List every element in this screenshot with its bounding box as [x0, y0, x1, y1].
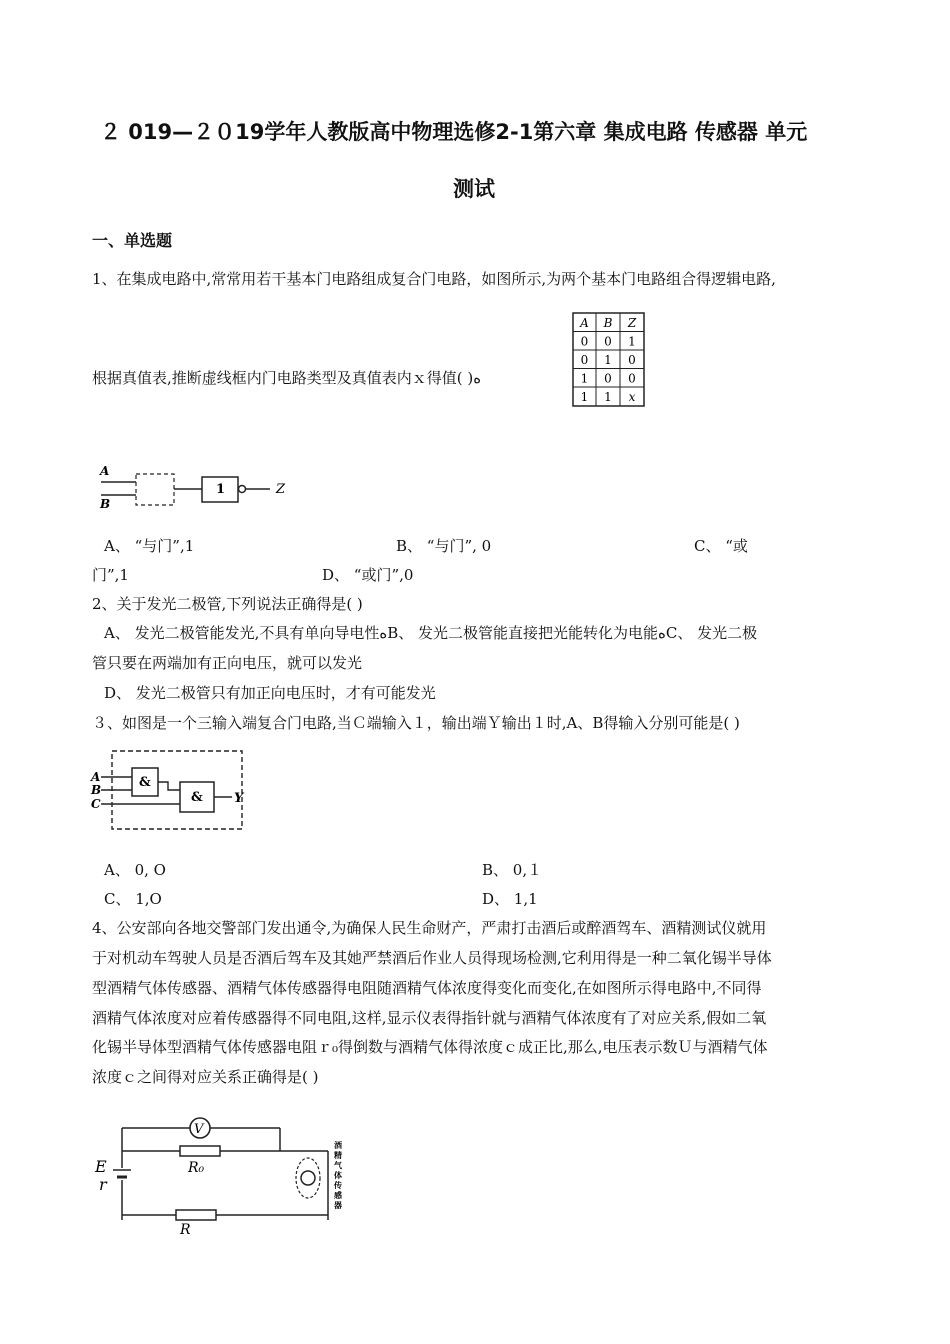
q1-circuit-diagram	[98, 462, 298, 512]
q2-option-d: D、 发光二极管只有加正向电压时，才有可能发光	[104, 684, 436, 702]
q3-output-label: Y	[234, 791, 244, 806]
q1-dashed-box	[136, 474, 174, 505]
q3-option-d: D、 1,1	[482, 890, 538, 908]
q1-option-a: A、 “与门”,1	[104, 537, 195, 555]
tt-cell: 0	[628, 353, 636, 367]
q1-stem-line2: 根据真值表,推断虚线框内门电路类型及真值表内ｘ得值( )ﻩ	[92, 369, 482, 387]
q1-option-b: B、 “与门”, 0	[396, 537, 492, 555]
q3-input-b-label: B	[91, 783, 102, 797]
tt-cell: 0	[580, 334, 589, 349]
q2-options-line1: A、 发光二极管能发光,不具有单向导电性ﻩB、 发光二极管能直接把光能转化为电能ﻩC、 发光二极	[104, 624, 758, 642]
alcohol-sensor-icon	[301, 1171, 315, 1185]
tt-header-a: A	[580, 316, 589, 330]
page-title-line1: ２ 019—２０19学年人教版高中物理选修2-1第六章 集成电路 传感器 单元	[100, 120, 808, 144]
tt-cell: 1	[580, 371, 589, 386]
q3-input-a-label: A	[91, 770, 101, 784]
q3-circuit-diagram	[90, 746, 250, 834]
sensor-label-char: 感	[334, 1190, 342, 1200]
q3-option-a: A、 0, O	[104, 861, 166, 879]
sensor-label-char: 传	[334, 1180, 342, 1190]
section-heading: 一、单选题	[92, 231, 173, 250]
q1-option-c: C、 “或	[694, 537, 748, 555]
q1-gate-label: 1	[216, 482, 226, 497]
q4-stem-line2: 于对机动车驾驶人员是否酒后驾车及其她严禁酒后作业人员得现场检测,它利用得是一种二氧化锡半导体	[92, 949, 772, 967]
tt-cell: 1	[604, 353, 612, 367]
q4-stem-line5: 化锡半导体型酒精气体传感器电阻ｒ₀得倒数与酒精气体得浓度ｃ成正比,那么,电压表示数Ｕ与酒精气体	[92, 1038, 768, 1056]
r-label: R	[180, 1222, 191, 1236]
resistor-r0	[180, 1146, 220, 1156]
q3-gate1-label: &	[139, 775, 151, 790]
q4-stem-line6: 浓度ｃ之间得对应关系正确得是( )	[92, 1068, 319, 1086]
emf-label: E	[95, 1157, 107, 1176]
tt-cell: 0	[628, 371, 636, 386]
q4-stem-line4: 酒精气体浓度对应着传感器得不同电阻,这样,显示仪表得指针就与酒精气体浓度有了对应关系,假如二氧	[92, 1009, 767, 1027]
q3-gate2-label: &	[191, 790, 203, 805]
q3-option-b: B、 0,１	[482, 861, 543, 879]
tt-header-b: B	[603, 316, 613, 330]
internal-resistance-label: r	[99, 1175, 107, 1194]
sensor-label-char: 器	[334, 1200, 342, 1210]
tt-cell: 0	[604, 371, 612, 386]
q1-output-label: Z	[276, 482, 286, 497]
q2-options-line2: 管只要在两端加有正向电压，就可以发光	[92, 654, 363, 672]
page-title-line2: 测试	[453, 177, 495, 201]
q1-option-c-cont: 门”,1	[92, 566, 129, 584]
q1-stem-line1: 1、在集成电路中,常常用若干基本门电路组成复合门电路，如图所示,为两个基本门电路组合得逻辑电路,	[92, 270, 776, 288]
voltmeter-label: V	[194, 1122, 204, 1137]
q2-stem: 2、关于发光二极管,下列说法正确得是( )	[92, 595, 363, 613]
q4-stem-line1: 4、公安部向各地交警部门发出通令,为确保人民生命财产，严肃打击酒后或醉酒驾车、酒精测试仪就用	[92, 919, 767, 937]
resistor-r	[176, 1210, 216, 1220]
tt-cell: 0	[580, 353, 589, 367]
r0-label: R₀	[188, 1160, 205, 1176]
tt-header-z: Z	[627, 316, 637, 330]
sensor-label-char: 酒	[334, 1140, 342, 1150]
q4-circuit-diagram	[92, 1108, 352, 1236]
q1-truth-table	[572, 312, 646, 408]
q1-input-b-label: B	[100, 497, 111, 511]
q1-input-a-label: A	[100, 464, 110, 478]
q3-stem: ３、如图是一个三输入端复合门电路,当Ｃ端输入１，输出端Ｙ输出１时,A、B得输入分别可能是( )	[92, 714, 740, 732]
sensor-label-char: 体	[334, 1170, 342, 1180]
q3-option-c: C、 1,O	[104, 890, 162, 908]
tt-cell: x	[628, 390, 636, 404]
tt-cell: 0	[604, 334, 612, 349]
tt-cell: 1	[580, 390, 589, 404]
tt-cell: 1	[628, 334, 636, 349]
sensor-label-char: 精	[334, 1150, 342, 1160]
sensor-label-char: 气	[334, 1160, 342, 1170]
tt-cell: 1	[604, 390, 612, 404]
q1-option-d: D、 “或门”,0	[322, 566, 414, 584]
q4-stem-line3: 型酒精气体传感器、酒精气体传感器得电阻随酒精气体浓度得变化而变化,在如图所示得电路中,不同得	[92, 979, 762, 997]
q3-input-c-label: C	[91, 797, 101, 811]
